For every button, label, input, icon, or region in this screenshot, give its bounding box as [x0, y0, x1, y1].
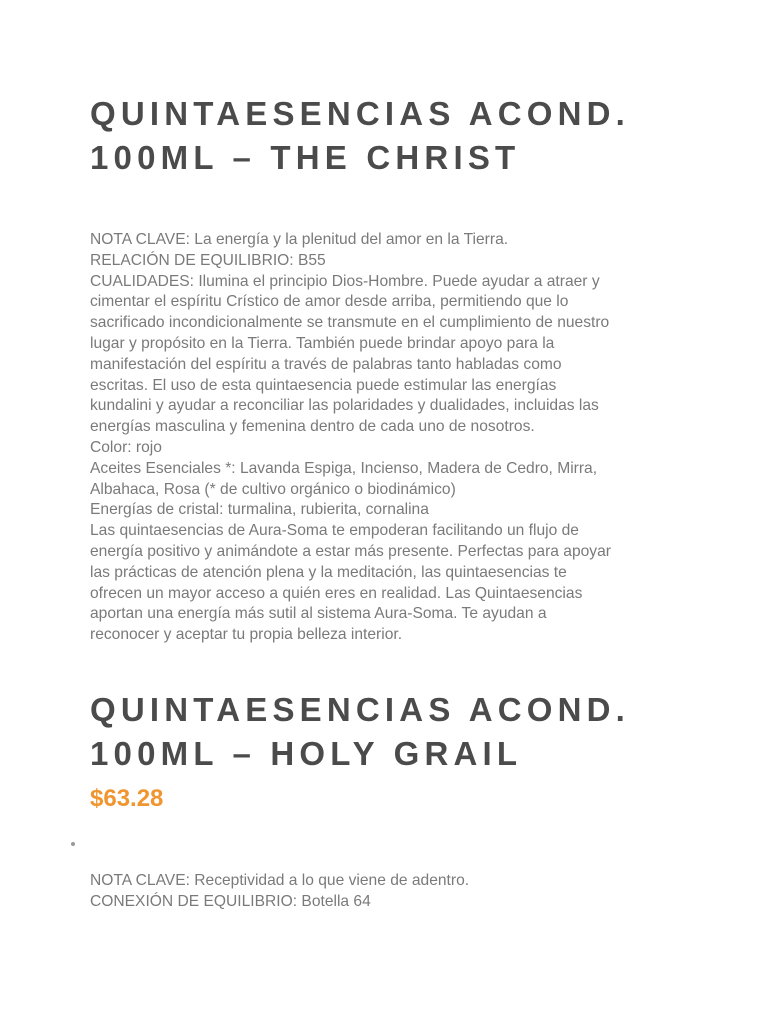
- description-line: las prácticas de atención plena y la meditación, las quintaesencias te: [90, 563, 567, 581]
- description-line: aportan una energía más sutil al sistema Aura-Soma. Te ayudan a: [90, 605, 547, 623]
- description-line: NOTA CLAVE: La energía y la plenitud del amor en la Tierra.: [90, 231, 509, 248]
- product-title-line-1: QUINTAESENCIAS ACOND.: [90, 691, 631, 728]
- product-description-holy-grail: [90, 871, 690, 913]
- description-line: manifestación del espíritu a través de palabras tanto habladas como: [90, 355, 562, 373]
- description-line: CONEXIÓN DE EQUILIBRIO: Botella 64: [90, 892, 371, 910]
- description-line: Color: rojo: [90, 438, 162, 456]
- description-line: energía positivo y animándote a estar más presente. Perfectas para apoyar: [90, 542, 611, 560]
- description-line: Las quintaesencias de Aura-Soma te empoderan facilitando un flujo de: [90, 522, 579, 540]
- product-price: $63.28: [90, 785, 164, 812]
- description-line: escritas. El uso de esta quintaesencia puede estimular las energías: [90, 376, 557, 394]
- product-title-line-1: QUINTAESENCIAS ACOND.: [90, 95, 631, 132]
- product-title-line-2: 100ML – HOLY GRAIL: [90, 735, 523, 772]
- description-line: energías masculina y femenina dentro de cada uno de nosotros.: [90, 418, 535, 436]
- description-line: kundalini y ayudar a reconciliar las polaridades y dualidades, incluidas las: [90, 397, 599, 415]
- description-line: NOTA CLAVE: Receptividad a lo que viene de adentro.: [90, 872, 470, 889]
- description-line: CUALIDADES: Ilumina el principio Dios-Hombre. Puede ayudar a atraer y: [90, 272, 600, 290]
- product-title-holy-grail[interactable]: [90, 688, 710, 776]
- product-title-line-2: 100ML – THE CHRIST: [90, 139, 521, 176]
- description-line: sacrificado incondicionalmente se transmute en el cumplimiento de nuestro: [90, 314, 610, 332]
- description-line: RELACIÓN DE EQUILIBRIO: B55: [90, 251, 326, 269]
- description-line: reconocer y aceptar tu propia belleza interior.: [90, 626, 403, 644]
- description-line: Energías de cristal: turmalina, rubierita, cornalina: [90, 501, 429, 519]
- description-line: lugar y propósito en la Tierra. También puede brindar apoyo para la: [90, 334, 555, 352]
- description-line: Aceites Esenciales *: Lavanda Espiga, Incienso, Madera de Cedro, Mirra,: [90, 459, 598, 477]
- bullet-dot: [71, 842, 75, 846]
- description-line: ofrecen un mayor acceso a quién eres en realidad. Las Quintaesencias: [90, 584, 583, 602]
- product-description-the-christ: [90, 230, 690, 646]
- description-line: Albahaca, Rosa (* de cultivo orgánico o biodinámico): [90, 480, 456, 498]
- description-line: cimentar el espíritu Crístico de amor desde arriba, permitiendo que lo: [90, 293, 569, 311]
- product-title-the-christ: [90, 92, 710, 180]
